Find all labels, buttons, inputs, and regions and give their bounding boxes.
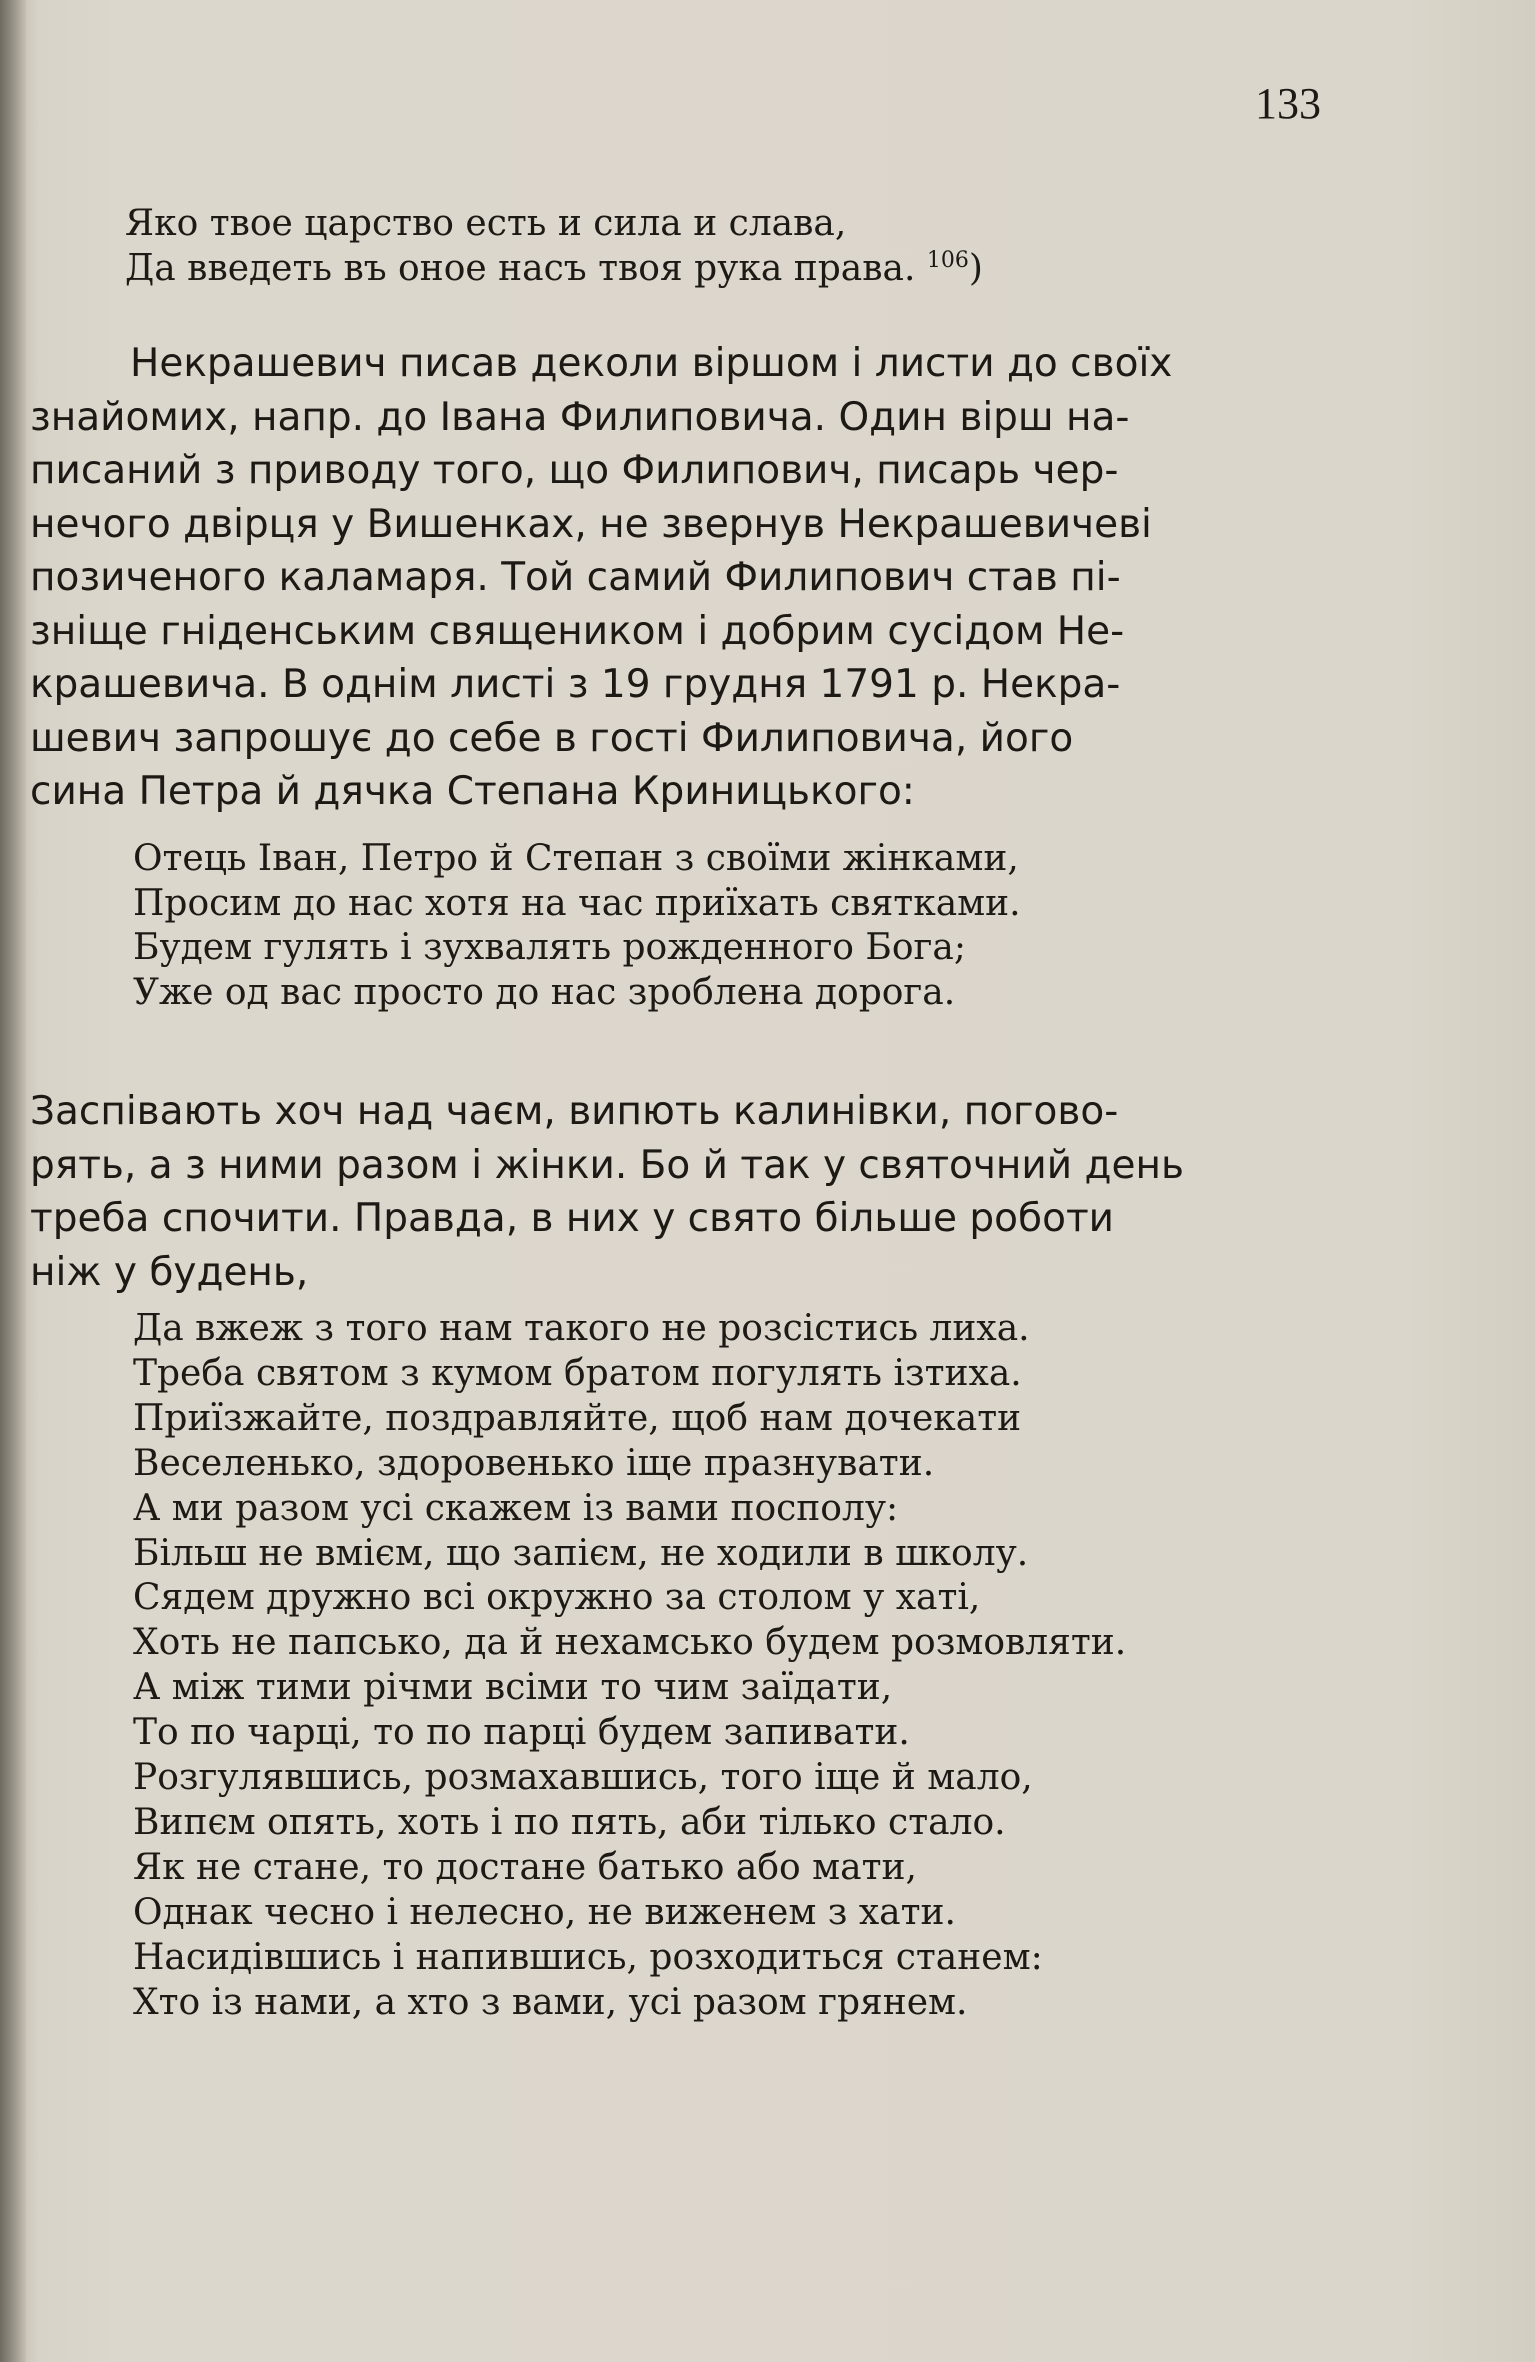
verse-line: Да вжеж з того нам такого не розсістись лиха. (133, 1308, 1030, 1349)
paragraph-line: зніще гніденським священиком і добрим сусідом Не- (30, 608, 1125, 654)
verse-line: Однак чесно і нелесно, не виженем з хати. (133, 1891, 956, 1933)
verse-top (125, 202, 1325, 291)
paragraph-line: крашевича. В однім листі з 19 грудня 1791 р. Некра- (30, 662, 1121, 707)
paragraph-line: сина Петра й дячка Степана Криницького: (30, 769, 915, 814)
verse-line: Треба святом з кумом братом погулять ізтиха. (133, 1352, 1022, 1394)
verse-line: Хто із нами, а хто з вами, усі разом грянем. (133, 1981, 968, 2023)
verse-line: Як не стане, то достане батько або мати, (133, 1846, 917, 1888)
paragraph-line: шевич запрошує до себе в гості Филиповича, його (30, 715, 1074, 761)
verse-line: Насидівшись і напившись, розходиться станем: (133, 1936, 1043, 1978)
verse-middle (133, 837, 1333, 1015)
verse-line: Уже од вас просто до нас зроблена дорога. (133, 971, 956, 1013)
verse-line: Хоть не папсько, да й нехамсько будем розмовляти. (133, 1622, 1127, 1664)
verse-line: Більш не вмієм, що запієм, не ходили в школу. (133, 1532, 1029, 1574)
page-gutter (0, 0, 26, 2362)
verse-line (125, 247, 1325, 292)
verse-line: Веселенько, здоровенько іще празнувати. (133, 1442, 935, 1484)
verse-line (125, 202, 1325, 247)
verse-line: Випєм опять, хоть і по пять, аби тілько стало. (133, 1801, 1006, 1843)
paragraph-line: знайомих, напр. до Івана Филиповича. Один вірш на- (30, 394, 1130, 440)
paragraph-line: Некрашевич писав деколи віршом і листи до своїх (130, 341, 1173, 386)
verse-line: Сядем дружно всі окружно за столом у хаті, (133, 1577, 981, 1619)
verse-line: Приїзжайте, поздравляйте, щоб нам дочекати (133, 1397, 1022, 1439)
verse-bottom (133, 1307, 1333, 2026)
paragraph-line: ніж у будень, (30, 1249, 309, 1295)
verse-line: А між тими річми всіми то чим заїдати, (133, 1667, 893, 1709)
paragraph-line: позиченого каламаря. Той самий Филипович став пі- (30, 555, 1121, 600)
verse-line: Будем гулять і зухвалять рожденного Бога; (133, 927, 967, 969)
page-number: 133 (1255, 79, 1321, 128)
paragraph-line: нечого двірця у Вишенках, не звернув Некрашевичеві (30, 501, 1152, 547)
verse-line: То по чарці, то по парці будем запивати. (133, 1712, 910, 1754)
footnote-marker[interactable]: 106 (926, 247, 969, 273)
verse-line: Розгулявшись, розмахавшись, того іще й мало, (133, 1757, 1033, 1799)
verse-line: Просим до нас хотя на час приїхать святками. (133, 882, 1021, 924)
paragraph-1 (30, 337, 1340, 819)
verse-line-text: Яко твое царство есть и сила и слава, (125, 203, 847, 244)
verse-line-text: Да введеть въ оное насъ твоя рука права. (125, 247, 916, 289)
verse-line: Отець Іван, Петро й Степан з своїми жінками, (133, 838, 1019, 879)
verse-line: А ми разом усі скажем із вами посполу: (133, 1487, 899, 1529)
paragraph-line: Заспівають хоч над чаєм, випють калинівки, погово- (30, 1089, 1119, 1134)
paragraph-line: писаний з приводу того, що Филипович, писарь чер- (30, 448, 1119, 493)
paragraph-line: рять, а з ними разом і жінки. Бо й так у святочний день (30, 1142, 1184, 1188)
paragraph-2 (30, 1085, 1340, 1299)
paragraph-line: треба спочити. Правда, в них у свято більше роботи (30, 1196, 1115, 1241)
footnote-bracket: ) (968, 247, 983, 289)
